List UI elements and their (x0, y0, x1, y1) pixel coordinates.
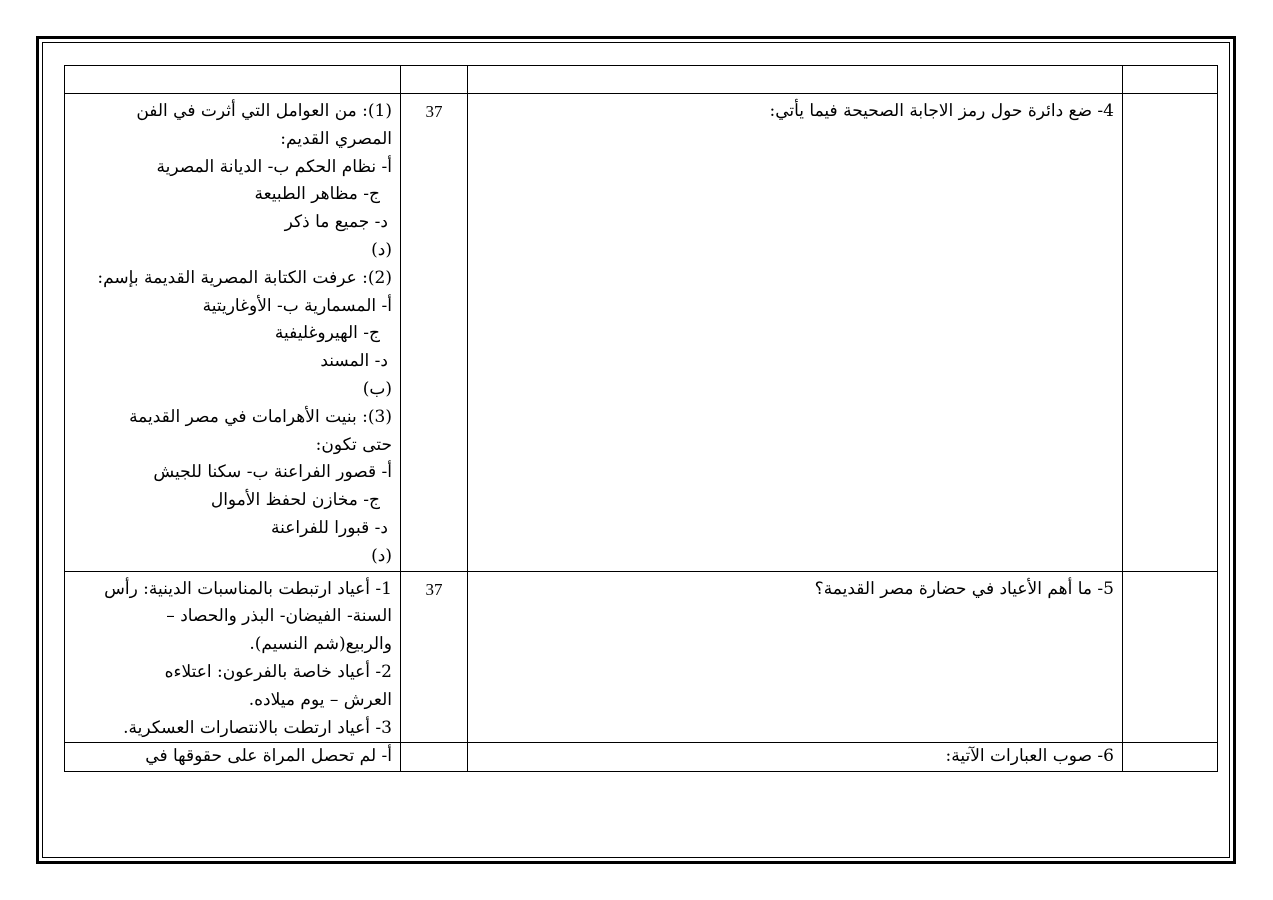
question-cell: 5- ما أهم الأعياد في حضارة مصر القديمة؟ (468, 571, 1123, 743)
answer-line: (3): بنيت الأهرامات في مصر القديمة (129, 406, 392, 427)
table-row (65, 571, 1218, 743)
answer-line: د- المسند (320, 351, 388, 372)
table-row (65, 94, 1218, 572)
answer-line: د- قبورا للفراعنة (271, 517, 388, 538)
answer-key: (د) (371, 239, 392, 260)
answer-key: (د) (371, 545, 392, 566)
table-row (65, 743, 1218, 772)
answer-line: ج- مخازن لحفظ الأموال (210, 490, 380, 511)
question-cell (468, 66, 1123, 94)
extra-cell (1123, 66, 1218, 94)
answer-line: المصري القديم: (280, 128, 392, 149)
answer-line: 2- أعياد خاصة بالفرعون: اعتلاءه (164, 661, 392, 682)
answer-line: أ- نظام الحكم ب- الديانة المصرية (156, 156, 392, 177)
answer-cell (65, 743, 401, 772)
answer-line: 3- أعياد ارتطت بالانتصارات العسكرية. (123, 717, 392, 738)
answer-line: السنة- الفيضان- البذر والحصاد – (166, 606, 392, 627)
answer-line: (1): من العوامل التي أثرت في الفن (136, 101, 392, 121)
answer-cell (65, 571, 401, 743)
answer-cell (65, 94, 401, 572)
answer-line: أ- قصور الفراعنة ب- سكنا للجيش (153, 462, 392, 483)
answer-line: حتى تكون: (315, 434, 392, 455)
answer-line: العرش – يوم ميلاده. (248, 689, 392, 710)
page-number-cell: 37 (401, 94, 468, 572)
page-number-cell: 37 (401, 571, 468, 743)
exam-table (64, 65, 1218, 772)
question-cell: 6- صوب العبارات الآتية: (468, 743, 1123, 772)
table-row (65, 66, 1218, 94)
answer-line: أ- لم تحصل المراة على حقوقها في (145, 746, 392, 767)
answer-line: د- جميع ما ذكر (284, 212, 388, 233)
answer-cell (65, 66, 401, 94)
answer-line: ج- الهيروغليفية (274, 323, 380, 344)
page-number-cell (401, 743, 468, 772)
answer-line: 1- أعياد ارتبطت بالمناسبات الدينية: رأس (104, 578, 392, 599)
answer-line: ج- مظاهر الطبيعة (254, 184, 380, 205)
answer-line: والربيع(شم النسيم). (249, 634, 392, 655)
answer-key: (ب) (362, 378, 392, 399)
answer-line: أ- المسمارية ب- الأوغاريتية (202, 295, 392, 316)
extra-cell (1123, 743, 1218, 772)
page-number-cell (401, 66, 468, 94)
extra-cell (1123, 94, 1218, 572)
answer-line: (2): عرفت الكتابة المصرية القديمة بإسم: (97, 267, 392, 288)
question-cell: 4- ضع دائرة حول رمز الاجابة الصحيحة فيما يأتي: (468, 94, 1123, 572)
extra-cell (1123, 571, 1218, 743)
